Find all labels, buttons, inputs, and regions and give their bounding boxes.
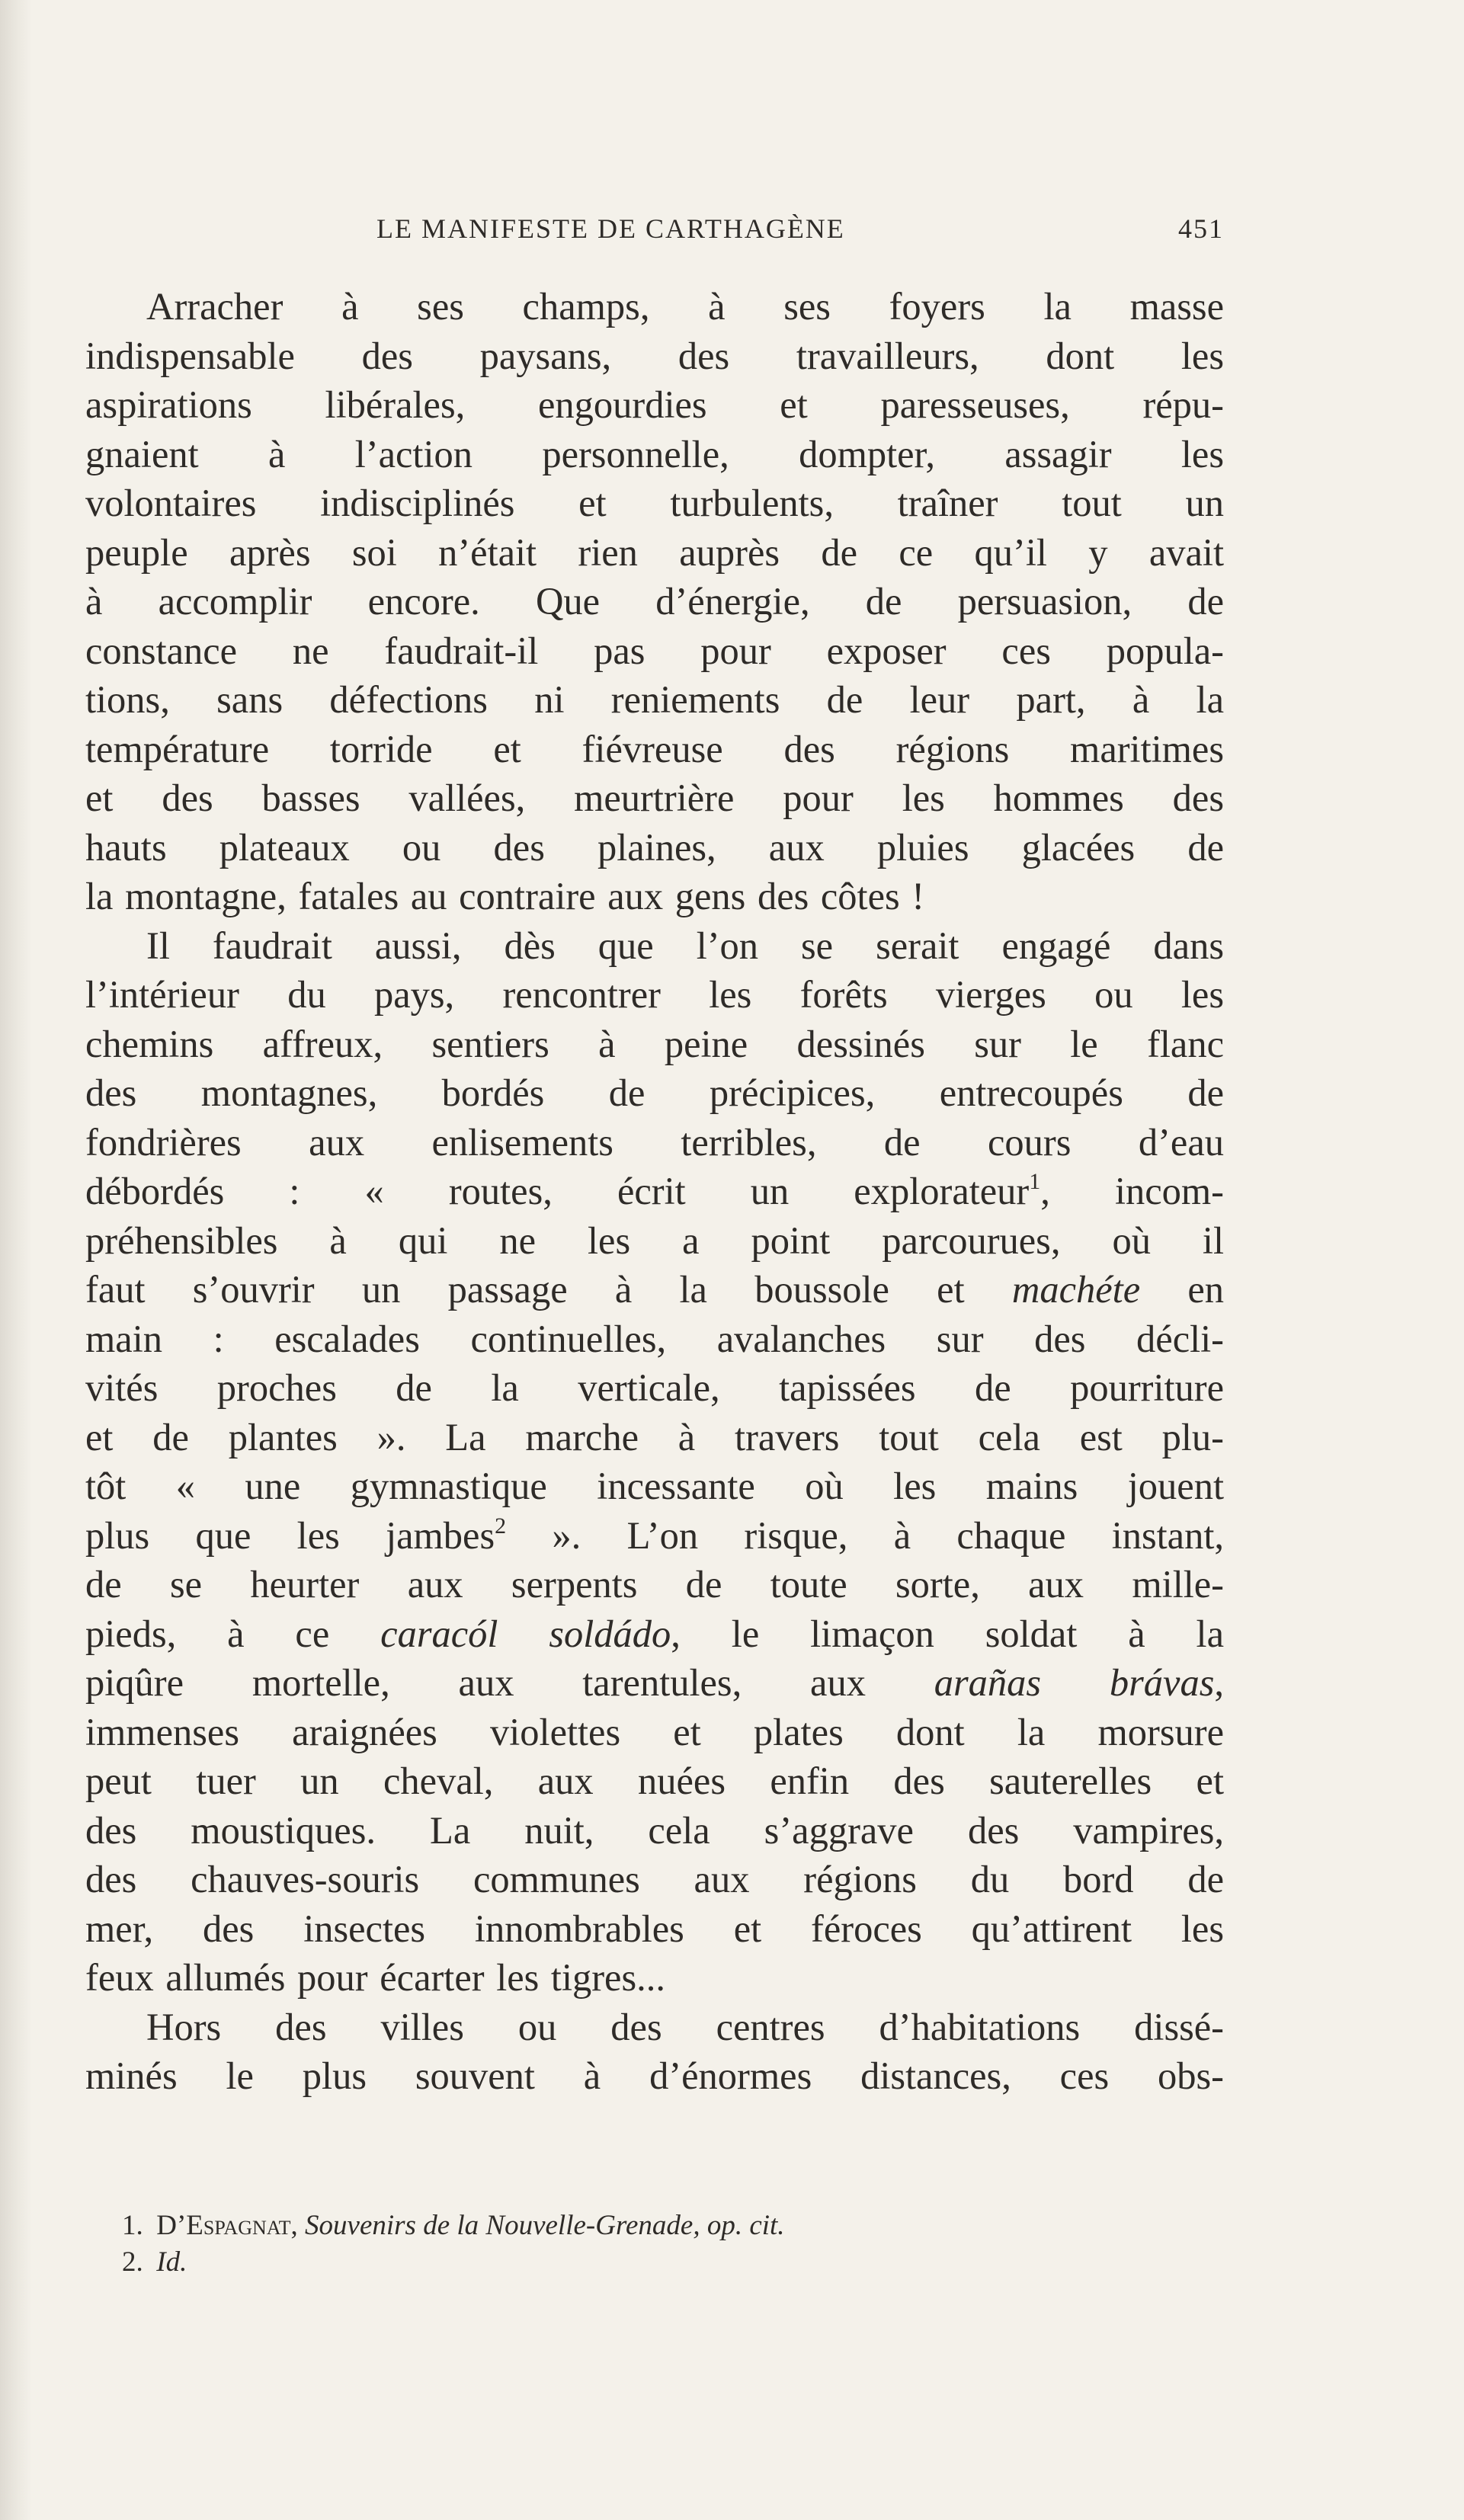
text-line: Il faudrait aussi, dès que l’on se serait engagé dans: [146, 924, 1224, 967]
text-line: température torride et fiévreuse des régions maritimes: [85, 727, 1224, 770]
footnote-source: Souvenirs de la Nouvelle-Grenade, op. cit.: [305, 2210, 785, 2241]
footnote-ref: 1: [1029, 1169, 1041, 1194]
footnote-1: [122, 2208, 1219, 2244]
text-line: Hors des villes ou des centres d’habitations dissé-: [146, 2005, 1224, 2048]
body-text: [85, 282, 1224, 2101]
text-line: plus que les jambes$^2$ ». L’on risque, à chaque instant,: [85, 1513, 1224, 1557]
text-line: débordés : « routes, écrit un explorateur$^1$, incom-: [85, 1169, 1224, 1212]
footnote-author: D’Espagnat,: [156, 2210, 298, 2241]
text-line: de se heurter aux serpents de toute sorte, aux mille-: [85, 1563, 1224, 1606]
footnote-label: 2.: [122, 2246, 143, 2278]
text-line: immenses araignées violettes et plates dont la morsure: [85, 1710, 1224, 1753]
text-line: vités proches de la verticale, tapissées de pourriture: [85, 1366, 1224, 1409]
text-line: préhensibles à qui ne les a point parcourues, où il: [85, 1218, 1224, 1262]
text-line: piqûre mortelle, aux tarentules, aux arañas brávas,: [85, 1661, 1225, 1704]
italic-term: arañas brávas: [934, 1661, 1215, 1704]
page-number: 451: [1178, 213, 1224, 244]
text-line: indispensable des paysans, des travailleurs, dont les: [85, 334, 1224, 377]
footnote-2: [122, 2244, 1219, 2281]
footnote-source: Id.: [156, 2246, 187, 2278]
text-line: faut s’ouvrir un passage à la boussole et machéte en: [85, 1268, 1225, 1311]
text-line: à accomplir encore. Que d’énergie, de persuasion, de: [85, 580, 1224, 623]
footnotes: [122, 2208, 1219, 2281]
text-line: peuple après soi n’était rien auprès de ce qu’il y avait: [85, 530, 1224, 574]
text-line: mer, des insectes innombrables et féroces qu’attirent les: [85, 1907, 1224, 1950]
running-header: [85, 207, 1224, 250]
text-line: et de plantes ». La marche à travers tout cela est plu-: [85, 1415, 1224, 1459]
italic-term: caracól soldádo: [380, 1612, 671, 1655]
text-line: Arracher à ses champs, à ses foyers la masse: [146, 285, 1224, 328]
text-line: tions, sans défections ni reniements de leur part, à la: [85, 678, 1224, 721]
footnote-label: 1.: [122, 2210, 143, 2241]
text-line: main : escalades continuelles, avalanches sur des décli-: [85, 1317, 1224, 1360]
text-line: tôt « une gymnastique incessante où les mains jouent: [85, 1465, 1224, 1507]
text-line: et des basses vallées, meurtrière pour les hommes des: [85, 776, 1224, 819]
text-line: peut tuer un cheval, aux nuées enfin des sauterelles et: [85, 1760, 1224, 1802]
page-edge: [0, 0, 32, 2520]
text-line: des montagnes, bordés de précipices, entrecoupés de: [85, 1071, 1224, 1114]
text-line: pieds, à ce caracól soldádo, le limaçon soldat à la: [85, 1612, 1225, 1655]
text-line: constance ne faudrait-il pas pour exposer ces popula-: [85, 629, 1224, 672]
text-line: aspirations libérales, engourdies et paresseuses, répu-: [85, 383, 1224, 426]
text-line: l’intérieur du pays, rencontrer les forêts vierges ou les: [85, 973, 1224, 1016]
text-line: hauts plateaux ou des plaines, aux pluies glacées de: [85, 825, 1224, 869]
text-line: gnaient à l’action personnelle, dompter, assagir les: [85, 432, 1224, 476]
italic-term: machéte: [1011, 1268, 1141, 1311]
text-line: des chauves-souris communes aux régions du bord de: [85, 1858, 1224, 1900]
text-line: chemins affreux, sentiers à peine dessinés sur le flanc: [85, 1022, 1224, 1065]
text-line: feux allumés pour écarter les tigres...: [85, 1956, 665, 1999]
footnote-ref: 2: [495, 1513, 507, 1539]
running-title: LE MANIFESTE DE CARTHAGÈNE: [376, 213, 845, 244]
text-line: des moustiques. La nuit, cela s’aggrave des vampires,: [85, 1808, 1224, 1852]
text-line: fondrières aux enlisements terribles, de cours d’eau: [85, 1120, 1224, 1164]
text-line: volontaires indisciplinés et turbulents, traîner tout un: [85, 482, 1224, 524]
text-line: minés le plus souvent à d’énormes distances, ces obs-: [85, 2054, 1224, 2097]
text-line: la montagne, fatales au contraire aux gens des côtes !: [85, 875, 925, 917]
